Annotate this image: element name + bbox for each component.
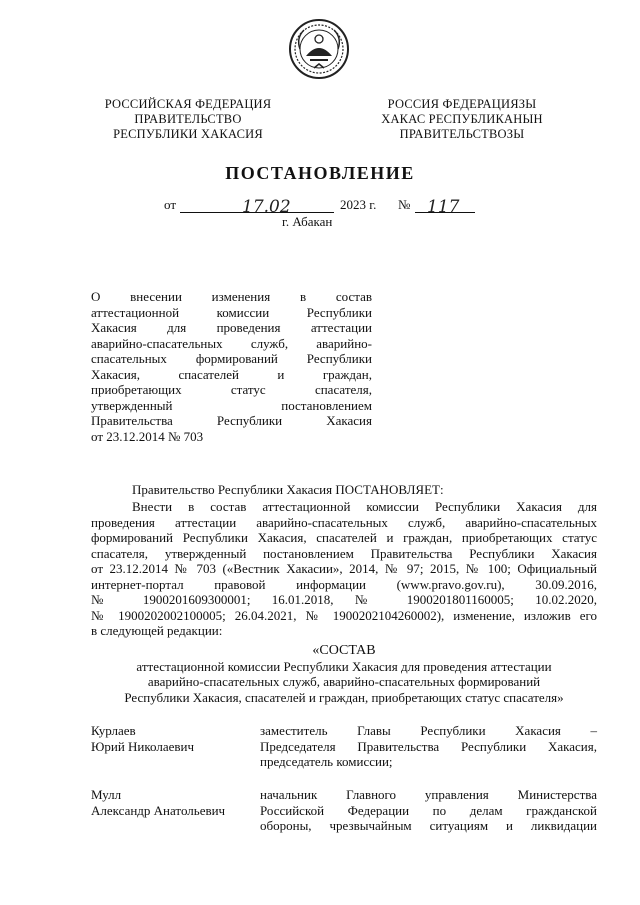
member-name: [91, 723, 251, 754]
subject-line: аварийно-спасательных служб, аварийно-: [91, 335, 372, 351]
body-line: от 23.12.2014 № 703 («Вестник Хакасии», 2014, № 97; 2015, № 100; Официальный: [91, 561, 597, 576]
body-line: проведения аттестации аварийно-спасательных служб, аварийно-спасательных: [91, 514, 597, 530]
member-given-name: Юрий Николаевич: [91, 738, 195, 754]
number-label: №: [398, 197, 411, 212]
composition-heading-block: [91, 643, 597, 705]
subject-block: [91, 289, 372, 444]
number-handwritten: 117: [427, 197, 460, 217]
resolution-intro: Правительство Республики Хакасия ПОСТАНОВЛЯЕТ:: [132, 482, 444, 497]
member-position: [260, 723, 597, 770]
member-position: [260, 787, 597, 834]
composition-heading: «СОСТАВ: [312, 643, 376, 658]
resolution-body: [91, 499, 597, 639]
composition-line: Республики Хакасия, спасателей и граждан, приобретающих статус спасателя»: [124, 689, 564, 705]
member-name: [91, 787, 251, 818]
date-handwritten: 17.02: [242, 197, 291, 217]
year-label: 2023 г.: [340, 197, 377, 212]
body-line: Внести в состав аттестационной комиссии Республики Хакасия для: [132, 499, 597, 514]
subject-line: О внесении изменения в состав: [91, 289, 372, 304]
subject-line: Правительства Республики Хакасия: [91, 413, 372, 428]
header-right-line: РОССИЯ ФЕДЕРАЦИЯЗЫ: [387, 97, 537, 111]
city: г. Абакан: [282, 214, 333, 229]
subject-line: утвержденный постановлением: [91, 397, 372, 413]
position-line: обороны, чрезвычайным ситуациям и ликвидации: [260, 818, 597, 833]
position-line: Российской Федерации по делам гражданской: [260, 802, 597, 818]
header-right-line: ХАКАС РЕСПУБЛИКАНЫН: [381, 112, 543, 126]
subject-line: приобретающих статус спасателя,: [91, 382, 372, 397]
subject-line: Хакасия для проведения аттестации: [91, 320, 372, 335]
date-prefix: от: [164, 197, 177, 212]
body-line: спасателя, утвержденный постановлением Правительства Республики Хакасия: [91, 545, 597, 561]
subject-line: от 23.12.2014 № 703: [91, 428, 204, 444]
member-given-name: Александр Анатольевич: [91, 802, 226, 818]
position-line: начальник Главного управления Министерства: [260, 787, 597, 802]
subject-line: спасательных формирований Республики: [91, 351, 372, 366]
header-right-khakas: [352, 97, 572, 142]
header-left-line: ПРАВИТЕЛЬСТВО: [134, 112, 242, 126]
coat-of-arms-emblem: [288, 18, 350, 80]
subject-line: аттестационной комиссии Республики: [91, 304, 372, 320]
position-line: Председателя Правительства Республики Хакасия,: [260, 738, 597, 754]
body-line: № 1900201609300001; 16.01.2018, № 1900201801160005; 10.02.2020,: [91, 592, 597, 607]
body-line: № 1900202002100005; 26.04.2021, № 1900202104260002), изменение, изложив его: [91, 607, 597, 623]
header-left-russian: [78, 97, 298, 142]
composition-line: аварийно-спасательных служб, аварийно-спасательных формирований: [147, 674, 541, 689]
composition-line: аттестационной комиссии Республики Хакасия для проведения аттестации: [136, 658, 552, 674]
body-line: формирований Республики Хакасия, спасателей и граждан, приобретающих статус: [91, 530, 597, 545]
member-surname: Мулл: [91, 787, 122, 802]
header-right-line: ПРАВИТЕЛЬСТВОЗЫ: [399, 127, 525, 141]
body-line: интернет-портал правовой информации (www.pravo.gov.ru), 30.09.2016,: [91, 576, 597, 592]
position-line: председатель комиссии;: [260, 754, 393, 769]
document-title: ПОСТАНОВЛЕНИЕ: [225, 163, 415, 183]
member-surname: Курлаев: [91, 723, 136, 738]
body-line: в следующей редакции:: [91, 623, 223, 638]
position-line: заместитель Главы Республики Хакасия –: [260, 723, 597, 738]
header-left-line: РОССИЙСКАЯ ФЕДЕРАЦИЯ: [104, 97, 272, 111]
subject-line: Хакасия, спасателей и граждан,: [91, 366, 372, 382]
header-left-line: РЕСПУБЛИКИ ХАКАСИЯ: [113, 127, 263, 141]
